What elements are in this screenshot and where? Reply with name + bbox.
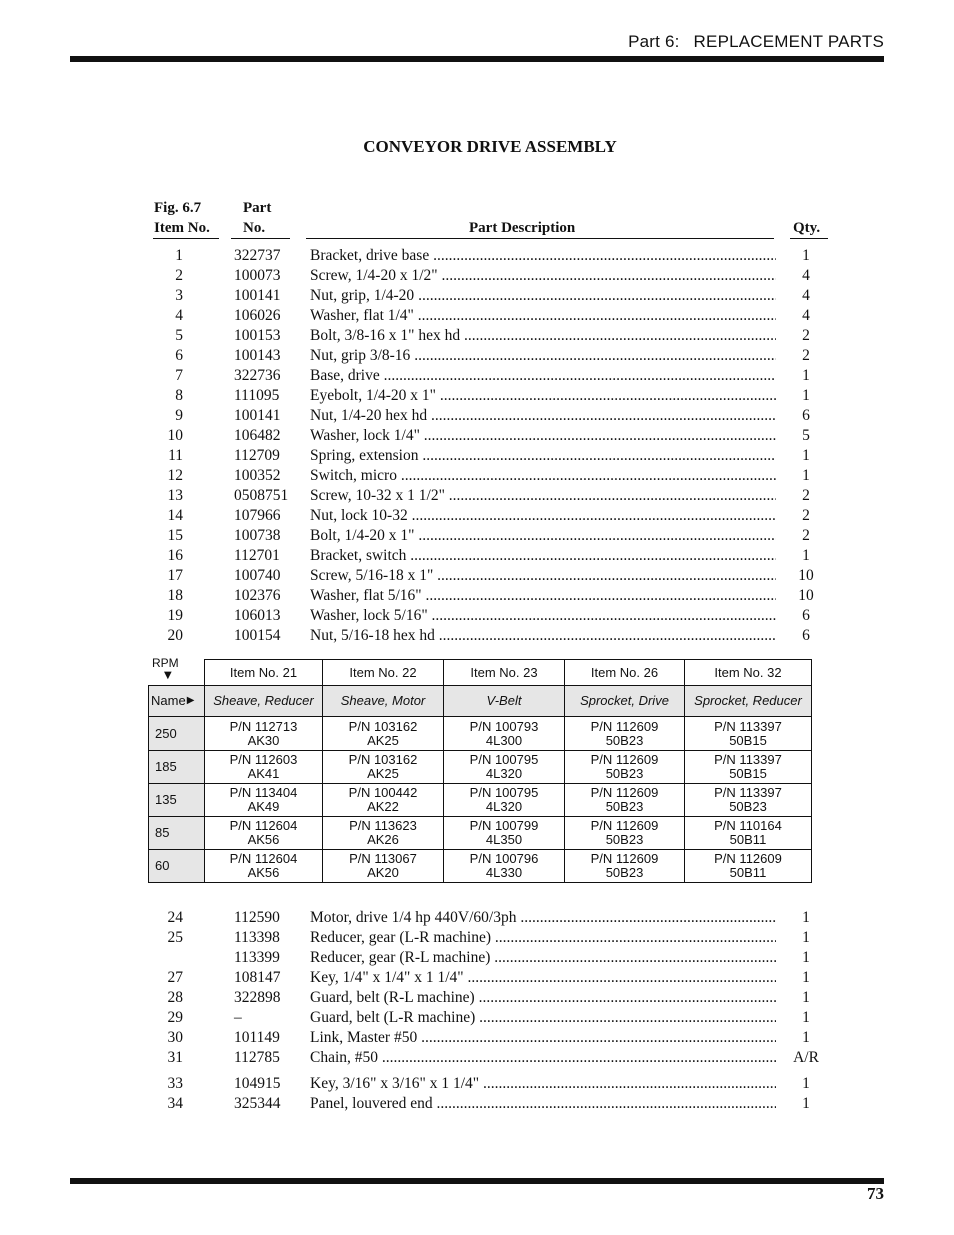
quantity: 1 (802, 1095, 810, 1112)
part-description: Chain, #50 ..... (310, 1048, 776, 1068)
header-label: Item No. 22 (349, 664, 417, 680)
part-number: 100143 (234, 347, 281, 364)
quantity: 10 (798, 567, 814, 584)
cell-part-code: AK22 (367, 799, 399, 814)
rpm-cell (148, 816, 205, 850)
down-arrow-icon: ▼ (164, 670, 172, 681)
header-label: Item No. 21 (229, 664, 298, 680)
table-cell (684, 849, 812, 883)
cell-part-code: 4L330 (485, 865, 523, 880)
list-item (0, 928, 954, 948)
part-number: 108147 (234, 969, 281, 986)
cell-part-number: P/N 113623 (349, 818, 417, 833)
top-rule (70, 56, 884, 62)
part-number: 100141 (234, 287, 281, 304)
rpm-value: 135 (155, 792, 177, 807)
cell-part-number: P/N 112603 (229, 752, 298, 767)
component-name-cell (443, 685, 565, 717)
table-cell (322, 849, 444, 883)
table-cell (204, 849, 323, 883)
item-number: 34 (167, 1095, 183, 1112)
item-number: 28 (167, 989, 183, 1006)
part-description: Washer, flat 5/16" ..... (310, 586, 776, 606)
cell-part-code: AK41 (247, 766, 280, 781)
item-number: 24 (167, 909, 183, 926)
item-number: 9 (175, 407, 183, 424)
part-number: 325344 (234, 1095, 281, 1112)
table-cell (564, 849, 685, 883)
rpm-value: 185 (155, 759, 177, 774)
part-number: 322736 (234, 367, 281, 384)
table-cell (684, 716, 812, 751)
cell-part-code: AK25 (367, 766, 399, 781)
cell-part-code: AK56 (247, 865, 280, 880)
cell-part-code: AK49 (247, 799, 280, 814)
quantity: 6 (802, 607, 810, 624)
cell-part-number: P/N 113397 (714, 752, 782, 767)
table-cell (684, 816, 812, 850)
component-name: Sprocket, Reducer (694, 693, 802, 708)
list-item (0, 968, 954, 988)
table-cell (322, 816, 444, 850)
part-number: 113398 (234, 929, 280, 946)
item-number: 5 (175, 327, 183, 344)
part-description: Nut, lock 10-32 ..... (310, 506, 776, 526)
cell-part-number: P/N 113397 (714, 718, 782, 734)
cell-part-number: P/N 112609 (590, 785, 659, 800)
quantity: 1 (802, 969, 810, 986)
part-description: Motor, drive 1/4 hp 440V/60/3ph ..... (310, 908, 776, 928)
header-label: Item No. 26 (590, 664, 659, 680)
col-fig (154, 198, 210, 238)
cell-part-number: P/N 113067 (349, 851, 417, 866)
list-item (0, 246, 954, 266)
item-number: 4 (175, 307, 183, 324)
part-description: Nut, grip 3/8-16 ..... (310, 346, 776, 366)
component-name-cell (204, 685, 323, 717)
right-arrow-icon: ▶ (186, 695, 195, 706)
cell-part-code: AK20 (367, 865, 399, 880)
item-number: 11 (168, 447, 183, 464)
quantity: 4 (802, 307, 810, 324)
list-item (0, 266, 954, 286)
cell-part-code: AK30 (247, 732, 280, 748)
page-number: 73 (867, 1184, 884, 1203)
part-number: 113399 (234, 949, 280, 966)
rpm-cell (148, 783, 205, 817)
part-number: 102376 (234, 587, 281, 604)
part-description: Eyebolt, 1/4-20 x 1" ..... (310, 386, 776, 406)
table-cell (204, 716, 323, 751)
part-description: Guard, belt (R-L machine) ..... (310, 988, 776, 1008)
list-item (0, 586, 954, 606)
quantity: 1 (802, 467, 810, 484)
page-title: CONVEYOR DRIVE ASSEMBLY (363, 137, 617, 156)
part-description: Switch, micro ..... (310, 466, 776, 486)
part-number: 322898 (234, 989, 281, 1006)
item-number: 20 (167, 627, 183, 644)
item-number: 29 (167, 1009, 183, 1026)
cell-part-code: 4L320 (485, 799, 523, 814)
part-number: 101149 (234, 1029, 280, 1046)
cell-part-code: 4L350 (485, 832, 523, 847)
list-item (0, 386, 954, 406)
col-item-label: Item No. (154, 220, 210, 236)
quantity: 2 (802, 507, 810, 524)
part-description: Washer, lock 5/16" ..... (310, 606, 776, 626)
part-number: 106013 (234, 607, 281, 624)
name-label: Name (151, 693, 186, 708)
table-cell (684, 783, 812, 817)
item-number: 27 (167, 969, 183, 986)
rpm-label: RPM (152, 656, 179, 670)
cell-part-code: 4L320 (485, 766, 523, 781)
quantity: 10 (798, 587, 814, 604)
list-item (0, 626, 954, 646)
rpm-value: 60 (155, 858, 170, 873)
quantity: 1 (802, 1009, 810, 1026)
table-cell (322, 783, 444, 817)
quantity: 1 (802, 909, 810, 926)
col-desc: Part Description (469, 220, 576, 236)
item-number: 25 (167, 929, 183, 946)
quantity: 1 (802, 387, 810, 404)
part-number: – (234, 1009, 242, 1026)
part-description: Bolt, 1/4-20 x 1" ..... (310, 526, 776, 546)
part-description: Spring, extension ..... (310, 446, 776, 466)
part-description: Link, Master #50 ..... (310, 1028, 776, 1048)
part-description: Bracket, switch ..... (310, 546, 776, 566)
quantity: 5 (802, 427, 810, 444)
cell-part-code: 50B23 (729, 799, 767, 814)
rpm-cell (148, 750, 205, 784)
name-header-cell (148, 685, 205, 717)
quantity: 1 (802, 949, 810, 966)
list-item (0, 406, 954, 426)
part-number: 0508751 (234, 487, 289, 504)
item-number: 10 (167, 427, 183, 444)
list-item (0, 1094, 954, 1114)
part-number: 112590 (234, 909, 280, 926)
item-number: 12 (167, 467, 183, 484)
cell-part-number: P/N 112609 (590, 851, 659, 866)
component-name: Sheave, Motor (340, 693, 426, 708)
item-number: 7 (175, 367, 183, 384)
part-description: Bolt, 3/8-16 x 1" hex hd ..... (310, 326, 776, 346)
item-number: 3 (175, 287, 183, 304)
component-name: Sprocket, Drive (580, 693, 669, 708)
table-cell (443, 849, 565, 883)
cell-part-number: P/N 113397 (714, 785, 782, 800)
underline-item (153, 238, 219, 239)
cell-part-number: P/N 112609 (714, 851, 782, 866)
part-number: 100073 (234, 267, 281, 284)
quantity: 4 (802, 287, 810, 304)
cell-part-code: 50B23 (605, 799, 644, 814)
part-number: 107966 (234, 507, 281, 524)
list-item (0, 466, 954, 486)
quantity: 1 (802, 1075, 810, 1092)
part-description: Bracket, drive base ..... (310, 246, 776, 266)
part-description: Panel, louvered end ..... (310, 1094, 776, 1114)
part-description: Washer, lock 1/4" ..... (310, 426, 776, 446)
table-cell (443, 816, 565, 850)
part-number: 100738 (234, 527, 281, 544)
item-number: 2 (175, 267, 183, 284)
quantity: 2 (802, 327, 810, 344)
part-number: 100153 (234, 327, 281, 344)
quantity: 2 (802, 527, 810, 544)
quantity: 1 (802, 247, 810, 264)
page-header (628, 32, 884, 52)
cell-part-number: P/N 100793 (469, 718, 539, 734)
quantity: 2 (802, 347, 810, 364)
list-item (0, 546, 954, 566)
part-number: 104915 (234, 1075, 281, 1092)
item-number: 30 (167, 1029, 183, 1046)
list-item (0, 526, 954, 546)
part-number: 100141 (234, 407, 281, 424)
col-part-label: Part (243, 200, 272, 216)
table-cell (204, 750, 323, 784)
list-item (0, 286, 954, 306)
underline-part (231, 238, 290, 239)
part-description: Reducer, gear (L-R machine) ..... (310, 928, 776, 948)
header-label: Item No. 23 (470, 664, 538, 680)
rpm-value: 85 (155, 825, 170, 840)
cell-part-number: P/N 112609 (590, 718, 659, 734)
part-description: Base, drive ..... (310, 366, 776, 386)
list-item (0, 1048, 954, 1068)
component-name-cell (322, 685, 444, 717)
quantity: 6 (802, 627, 810, 644)
cell-part-code: AK56 (247, 832, 280, 847)
quantity: 1 (802, 989, 810, 1006)
rpm-value: 250 (155, 725, 177, 741)
part-description: Key, 3/16" x 3/16" x 1 1/4" ..... (310, 1074, 776, 1094)
cell-part-number: P/N 110164 (714, 818, 782, 833)
quantity: 1 (802, 447, 810, 464)
cell-part-code: 50B15 (729, 732, 767, 748)
item-number: 33 (167, 1075, 183, 1092)
part-number: 112785 (234, 1049, 280, 1066)
part-description: Screw, 5/16-18 x 1" ..... (310, 566, 776, 586)
part-number: 100740 (234, 567, 281, 584)
cell-part-number: P/N 100442 (348, 785, 418, 800)
cell-part-number: P/N 112609 (590, 752, 659, 767)
cell-part-number: P/N 100796 (469, 851, 539, 866)
cell-part-number: P/N 112604 (229, 851, 298, 866)
item-number: 8 (175, 387, 183, 404)
quantity: 2 (802, 487, 810, 504)
cell-part-number: P/N 100795 (469, 785, 539, 800)
cell-part-number: P/N 112609 (590, 818, 659, 833)
cell-part-code: 50B23 (605, 766, 644, 781)
table-cell (564, 783, 685, 817)
item-number: 18 (167, 587, 183, 604)
list-item (0, 1028, 954, 1048)
rpm-cell (148, 716, 205, 751)
quantity: 1 (802, 547, 810, 564)
table-header-cell (204, 659, 323, 686)
component-name: V-Belt (486, 693, 522, 708)
list-item (0, 948, 954, 968)
table-header-cell (684, 659, 812, 686)
table-cell (564, 750, 685, 784)
quantity: 1 (802, 1029, 810, 1046)
rpm-cell (148, 849, 205, 883)
part-description: Reducer, gear (R-L machine) ..... (310, 948, 776, 968)
item-number: 14 (167, 507, 183, 524)
cell-part-number: P/N 113404 (229, 785, 298, 800)
cell-part-number: P/N 100795 (469, 752, 539, 767)
component-name-cell (564, 685, 685, 717)
part-description: Washer, flat 1/4" ..... (310, 306, 776, 326)
part-number: 106026 (234, 307, 281, 324)
item-number: 15 (167, 527, 183, 544)
table-header-cell (564, 659, 685, 686)
part-number: 322737 (234, 247, 281, 264)
header-part: Part 6: (628, 32, 680, 51)
list-item (0, 326, 954, 346)
list-item (0, 1074, 954, 1094)
table-cell (564, 816, 685, 850)
col-part (243, 198, 271, 238)
table-cell (684, 750, 812, 784)
bottom-rule (70, 1178, 884, 1184)
part-description: Key, 1/4" x 1/4" x 1 1/4" ..... (310, 968, 776, 988)
underline-desc (306, 238, 774, 239)
item-number: 6 (175, 347, 183, 364)
part-number: 111095 (234, 387, 280, 404)
table-cell (564, 716, 685, 751)
list-item (0, 486, 954, 506)
list-item (0, 366, 954, 386)
list-item (0, 606, 954, 626)
quantity: 6 (802, 407, 810, 424)
table-cell (204, 816, 323, 850)
cell-part-number: P/N 112604 (229, 818, 298, 833)
cell-part-code: AK25 (367, 732, 399, 748)
component-name: Sheave, Reducer (213, 693, 314, 708)
part-number: 100154 (234, 627, 281, 644)
item-number: 19 (167, 607, 183, 624)
list-item (0, 506, 954, 526)
underline-qty (790, 238, 828, 239)
table-cell (443, 750, 565, 784)
item-number: 17 (167, 567, 183, 584)
quantity: A/R (793, 1049, 819, 1066)
table-header-cell (443, 659, 565, 686)
part-description: Guard, belt (L-R machine) ..... (310, 1008, 776, 1028)
cell-part-number: P/N 103162 (348, 752, 418, 767)
part-number: 112701 (234, 547, 280, 564)
col-qty: Qty. (793, 220, 821, 236)
part-number: 100352 (234, 467, 281, 484)
part-description: Nut, grip, 1/4-20 ..... (310, 286, 776, 306)
part-description: Screw, 1/4-20 x 1/2" ..... (310, 266, 776, 286)
part-description: Nut, 5/16-18 hex hd ..... (310, 626, 776, 646)
list-item (0, 1008, 954, 1028)
list-item (0, 566, 954, 586)
cell-part-number: P/N 112713 (229, 718, 298, 734)
table-cell (322, 750, 444, 784)
quantity: 4 (802, 267, 810, 284)
table-cell (443, 716, 565, 751)
table-cell (322, 716, 444, 751)
header-section: REPLACEMENT PARTS (693, 32, 884, 51)
col-fig-label: Fig. 6.7 (154, 200, 202, 216)
table-cell (204, 783, 323, 817)
cell-part-number: P/N 103162 (348, 718, 418, 734)
cell-part-code: 50B11 (729, 865, 767, 880)
list-item (0, 346, 954, 366)
table-header-cell (322, 659, 444, 686)
component-name-cell (684, 685, 812, 717)
cell-part-code: 50B23 (605, 732, 644, 748)
cell-part-code: 50B23 (605, 832, 644, 847)
cell-part-code: 4L300 (485, 732, 523, 748)
item-number: 13 (167, 487, 183, 504)
cell-part-code: AK26 (367, 832, 399, 847)
list-item (0, 306, 954, 326)
item-number: 1 (175, 247, 183, 264)
cell-part-code: 50B15 (729, 766, 767, 781)
cell-part-code: 50B11 (729, 832, 767, 847)
list-item (0, 908, 954, 928)
item-number: 16 (167, 547, 183, 564)
quantity: 1 (802, 929, 810, 946)
item-number: 31 (167, 1049, 183, 1066)
part-number: 112709 (234, 447, 280, 464)
header-label: Item No. 32 (714, 664, 782, 680)
part-description: Screw, 10-32 x 1 1/2" ..... (310, 486, 776, 506)
list-item (0, 446, 954, 466)
col-no-label: No. (243, 220, 266, 236)
list-item (0, 988, 954, 1008)
table-cell (443, 783, 565, 817)
part-number: 106482 (234, 427, 281, 444)
quantity: 1 (802, 367, 810, 384)
cell-part-code: 50B23 (605, 865, 644, 880)
cell-part-number: P/N 100799 (469, 818, 539, 833)
list-item (0, 426, 954, 446)
part-description: Nut, 1/4-20 hex hd ..... (310, 406, 776, 426)
